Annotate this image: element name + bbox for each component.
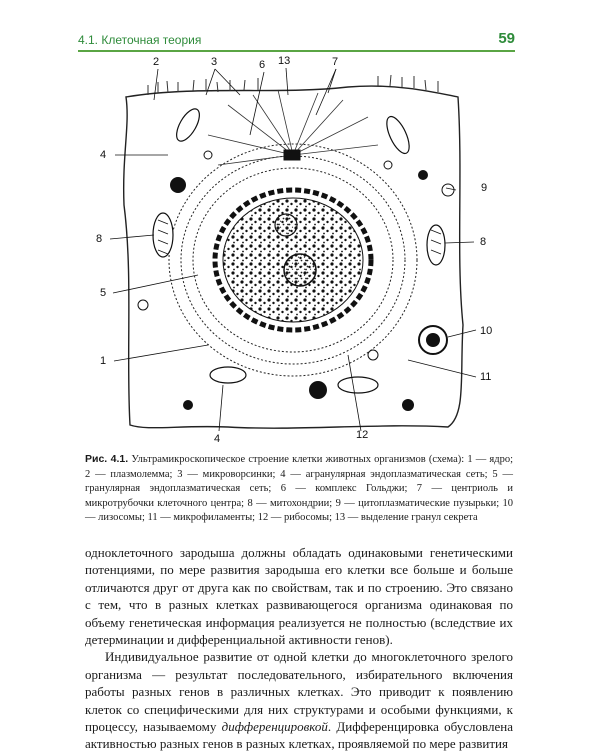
- callout-8-left: 8: [96, 233, 103, 245]
- centriole: [284, 150, 300, 160]
- paragraph-2-end: . Дифференцировка обусловлена активностью разных генов в разных клетках, проявляемой по мере развития: [85, 719, 513, 752]
- cell-diagram-figure: [78, 55, 515, 450]
- body-text: [85, 544, 513, 753]
- caption-text: Ультрамикроскопическое строение клетки животных организмов (схема): 1 — ядро; 2 — плазмолемма; 3 — микроворсинки; 4 — агранулярная эндоплазматическая сеть; 5 — гранулярная эндоплазматическая сеть; 6 — комплекс Гольджи; 7 — центриоль и микротрубочки клеточного центра; 8 — митохондрии; 9 — цитоплазматические пузырьки; 10 — лизосомы; 11 — микрофиламенты; 12 — рибосомы; 13 — выделение гранул секрета: [85, 454, 513, 523]
- callout-7: 7: [332, 56, 339, 68]
- callout-2: 2: [153, 56, 160, 68]
- page-header: [78, 30, 515, 52]
- callout-3: 3: [211, 56, 218, 68]
- callout-9: 9: [481, 182, 488, 194]
- callout-12: 12: [356, 429, 369, 441]
- term-differentiation: дифференцировкой: [221, 719, 328, 735]
- figure-caption: [85, 452, 513, 526]
- paragraph-2: [85, 648, 513, 752]
- callout-10: 10: [480, 325, 493, 337]
- section-title: 4.1. Клеточная теория: [78, 33, 202, 47]
- paragraph-2-start: Индивидуальное развитие от одной клетки до многоклеточного зрелого организма — результат последовательного, избирательного включения работы разных генов в различных клетках. Это приводит к появлению клеток со специфическими для них структурами и особыми функциями, к процессу, называемому: [85, 649, 513, 735]
- header-rule: [78, 50, 515, 52]
- callout-13: 13: [278, 55, 291, 67]
- page-number: 59: [498, 30, 515, 47]
- callout-5: 5: [100, 287, 107, 299]
- callout-1: 1: [100, 355, 107, 367]
- callout-4-bottom: 4: [214, 433, 221, 445]
- cell-diagram: [78, 55, 515, 450]
- microvilli: [148, 75, 438, 95]
- nucleolus-2: [275, 214, 297, 236]
- callout-6: 6: [259, 59, 266, 71]
- callout-4-top: 4: [100, 149, 107, 161]
- caption-label: Рис. 4.1.: [85, 453, 129, 465]
- callout-8-right: 8: [480, 236, 487, 248]
- callout-11: 11: [480, 371, 492, 383]
- nucleolus: [284, 254, 316, 286]
- paragraph-1: одноклеточного зародыша должны обладать одинаковыми генетическими потенциями, по мере развития зародыша его клетки все больше и больше отличаются друг от друга как по свойствам, так и по строению. Это связано с тем, что в разных клетках развивающегося организма одинаковая по объему генетическая информация реализуется не полностью (вследствие их детерминации и дифференциальной активности генов).: [85, 545, 513, 648]
